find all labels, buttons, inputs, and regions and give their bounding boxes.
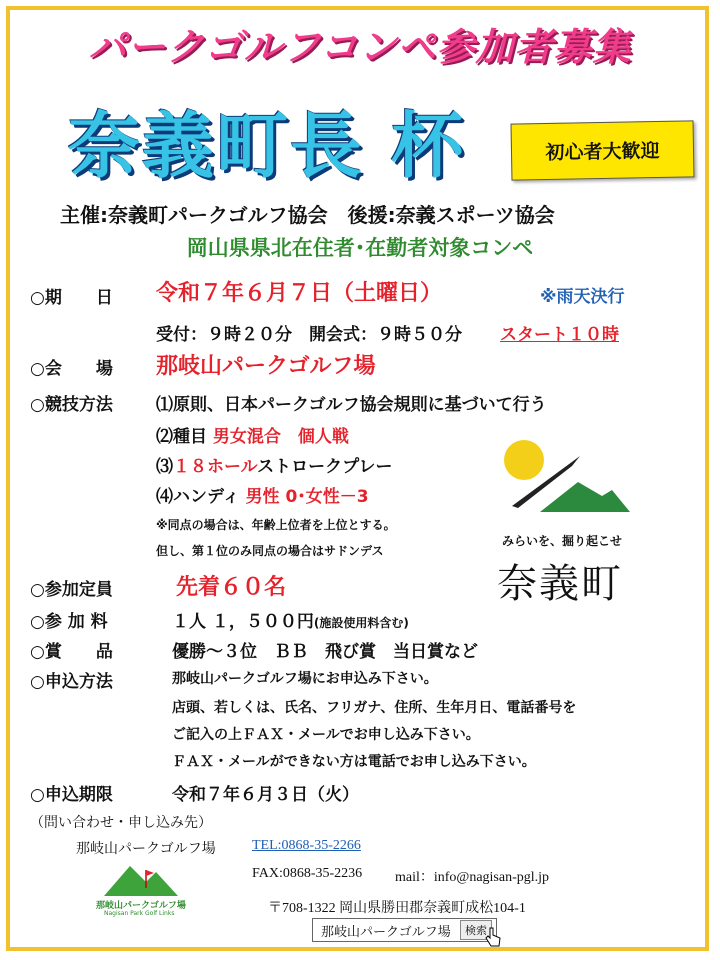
apply-line-4: ＦＡＸ・メールができない方は電話でお申し込み下さい。	[172, 754, 536, 770]
apply-line-2: 店頭、若しくは、氏名、フリガナ、住所、生年月日、電話番号を	[172, 700, 577, 716]
target-line: 岡山県県北在住者･在勤者対象コンペ	[186, 236, 534, 260]
prize-value: 優勝～３位 ＢＢ 飛び賞 当日賞など	[172, 642, 478, 662]
mountain-icon	[104, 866, 178, 896]
organizer-line: 主催:奈義町パークゴルフ協会 後援:奈義スポーツ協会	[60, 203, 555, 227]
park-golf-logo-en: Nagisan Park Golf Links	[104, 910, 175, 917]
cup-name: 奈義町長 杯	[68, 104, 466, 188]
poster-title: パークゴルフコンペ参加者募集	[88, 25, 632, 69]
cursor-hand-icon	[484, 926, 502, 948]
fax-number: FAX:0868-35-2236	[252, 866, 363, 881]
rule-4: ⑷ハンディ 男性 0･女性－3	[156, 487, 369, 507]
contact-name: 那岐山パークゴルフ場	[76, 841, 216, 857]
rule-1: ⑴原則、日本パークゴルフ協会規則に基づいて行う	[156, 395, 547, 415]
town-name: 奈義町	[497, 561, 623, 607]
town-slogan: みらいを、掘り起こせ	[502, 534, 623, 548]
park-golf-logo-jp: 那岐山パークゴルフ場	[96, 901, 186, 911]
beginner-badge: 初心者大歓迎	[511, 120, 695, 180]
apply-line-1: 那岐山パークゴルフ場にお申込み下さい。	[172, 671, 438, 687]
mail-address[interactable]: mail：info@nagisan-pgl.jp	[395, 870, 550, 885]
flag-icon	[146, 870, 154, 876]
tie-note-1: ※同点の場合は、年齢上位者を上位とする。	[156, 518, 396, 532]
search-button[interactable]: 検索	[460, 920, 492, 940]
sun-icon	[504, 440, 544, 480]
date-label: ○期 日	[30, 288, 113, 308]
method-label: ○競技方法	[30, 395, 113, 415]
fee-value: １人 １，５００円(施設使用料含む)	[172, 612, 409, 632]
apply-line-3: ご記入の上ＦＡＸ・メールでお申し込み下さい。	[172, 727, 480, 743]
tel-link[interactable]: TEL:0868-35-2266	[252, 838, 361, 853]
mountain-icon	[540, 482, 630, 512]
search-box[interactable]	[312, 918, 497, 942]
tie-note-2: 但し、第１位のみ同点の場合はサドンデス	[156, 544, 384, 558]
apply-label: ○申込方法	[30, 672, 113, 692]
rule-3: ⑶１８ホールストロークプレー	[156, 457, 393, 477]
capacity-label: ○参加定員	[30, 580, 113, 600]
rain-note: ※雨天決行	[540, 287, 625, 307]
venue-label: ○会 場	[30, 359, 113, 379]
venue-value: 那岐山パークゴルフ場	[156, 354, 376, 379]
deadline-label: ○申込期限	[30, 785, 113, 805]
reception-time: 受付：９時２０分 開会式：９時５０分	[156, 325, 462, 345]
park-golf-logo-mark	[100, 858, 180, 898]
town-logo-mark	[500, 436, 630, 516]
search-text: 那岐山パークゴルフ場	[321, 924, 451, 940]
address: 〒708-1322 岡山県勝田郡奈義町成松104-1	[268, 901, 526, 916]
rule-2: ⑵種目 男女混合 個人戦	[156, 427, 349, 447]
fee-label: ○参 加 料	[30, 612, 108, 632]
date-value: 令和７年６月７日（土曜日）	[156, 281, 443, 306]
contact-heading: （問い合わせ・申し込み先）	[30, 815, 212, 831]
deadline-value: 令和７年６月３日（火）	[172, 785, 359, 805]
prize-label: ○賞 品	[30, 642, 113, 662]
start-time: スタート１０時	[500, 325, 619, 345]
capacity-value: 先着６０名	[176, 575, 287, 600]
